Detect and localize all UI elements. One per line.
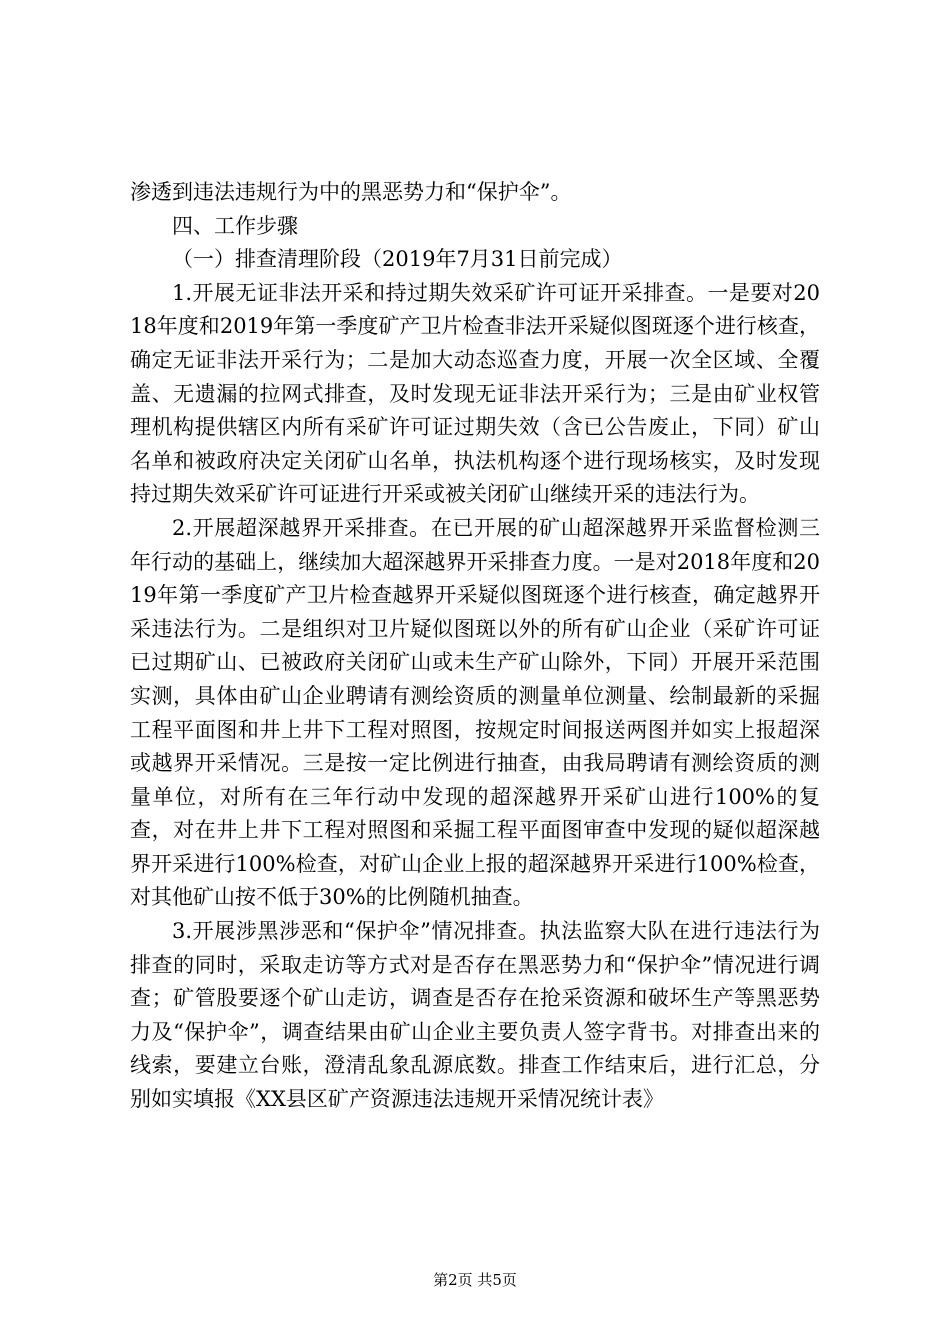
section-heading-work-steps: 四、工作步骤 — [172, 213, 298, 238]
paragraph-item-1: 1.开展无证非法开采和持过期失效采矿许可证开采排查。一是要对2018年度和2019年第一季度矿产卫片检查非法开采疑似图斑逐个进行核查，确定无证非法开采行为；二是加大动态巡查力度，开展一次全区域、全覆盖、无遗漏的拉网式排查，及时发现无证非法开采行为；三是由矿业权管理机构提供辖区内所有采矿许可证过期失效（含已公告废止，下同）矿山名单和被政府决定关闭矿山名单，执法机构逐个进行现场核实，及时发现持过期失效采矿许可证进行开采或被关闭矿山继续开采的违法行为。 — [130, 280, 820, 507]
paragraph-item-3: 3.开展涉黑涉恶和“保护伞”情况排查。执法监察大队在进行违法行为排查的同时，采取走访等方式对是否存在黑恶势力和“保护伞”情况进行调查；矿管股要逐个矿山走访，调查是否存在抢采资源和破坏生产等黑恶势力及“保护伞”，调查结果由矿山企业主要负责人签字背书。对排查出来的线索，要建立台账，澄清乱象乱源底数。排查工作结束后，进行汇总，分别如实填报《XX县区矿产资源违法违规开采情况统计表》 — [130, 919, 820, 1112]
paragraph-item-2: 2.开展超深越界开采排查。在已开展的矿山超深越界开采监督检测三年行动的基础上，继续加大超深越界开采排查力度。一是对2018年度和2019年第一季度矿产卫片检查越界开采疑似图斑逐个进行核查，确定越界开采违法行为。二是组织对卫片疑似图斑以外的所有矿山企业（采矿许可证已过期矿山、已被政府关闭矿山或未生产矿山除外，下同）开展开采范围实测，具体由矿山企业聘请有测绘资质的测量单位测量、绘制最新的采掘工程平面图和井上井下工程对照图，按规定时间报送两图并如实上报超深或越界开采情况。三是按一定比例进行抽查，由我局聘请有测绘资质的测量单位，对所有在三年行动中发现的超深越界开采矿山进行100%的复查，对在井上井下工程对照图和采掘工程平面图审查中发现的疑似超深越界开采进行100%检查，对矿山企业上报的超深越界开采进行100%检查，对其他矿山按不低于30%的比例随机抽查。 — [130, 515, 820, 910]
paragraph-continuation: 渗透到违法违规行为中的黑恶势力和“保护伞”。 — [130, 180, 572, 204]
document-body — [130, 176, 820, 1117]
page-number-footer: 第2页 共5页 — [433, 1271, 517, 1289]
subsection-heading-investigation-stage: （一）排查清理阶段（2019年7月31日前完成） — [172, 247, 623, 272]
